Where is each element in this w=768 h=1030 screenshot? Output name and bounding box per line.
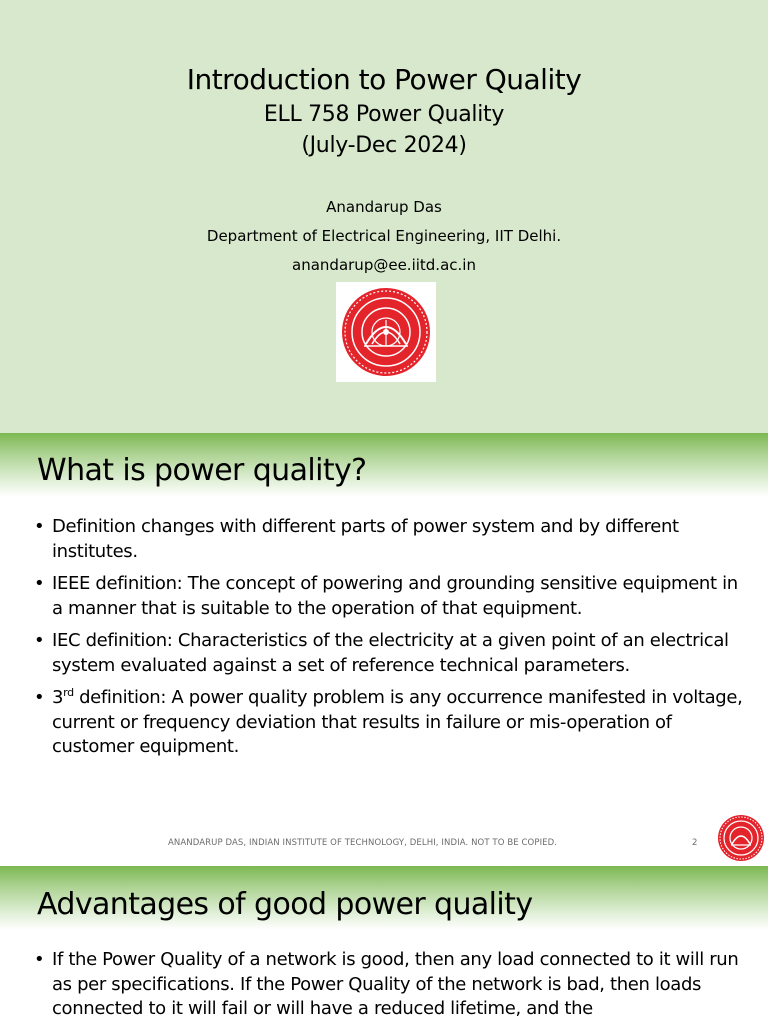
list-item	[34, 515, 744, 564]
bullet-text: IEC definition: Characteristics of the electricity at a given point of an electrical system evaluated against a set of reference technical parameters.	[52, 630, 729, 676]
page-number: 2	[692, 838, 698, 848]
bullet-text: definition: A power quality problem is any occurrence manifested in voltage, current or frequency deviation that results in failure or mis-operation of customer equipment.	[52, 687, 743, 757]
advantages-slide	[0, 866, 768, 1024]
bullet-icon: •	[34, 573, 45, 594]
bullet-list	[34, 948, 744, 1030]
iit-delhi-logo-icon	[716, 813, 766, 863]
list-item	[34, 948, 744, 1022]
bullet-list	[34, 515, 744, 768]
bullet-icon: •	[34, 949, 45, 970]
slide-title: What is power quality?	[37, 453, 367, 488]
course-term: (July-Dec 2024)	[301, 133, 467, 158]
definition-slide	[0, 433, 768, 865]
list-item	[34, 629, 744, 678]
bullet-icon: •	[34, 630, 45, 651]
bullet-text: If the Power Quality of a network is good, then any load connected to it will run as per specifications. If the Power Quality of the network is bad, then loads connected to it will fail or will have a reduced lifetime, and the	[52, 949, 739, 1019]
bullet-text: IEEE definition: The concept of powering and grounding sensitive equipment in a manner that is suitable to the operation of that equipment.	[52, 573, 738, 619]
list-item	[34, 686, 744, 760]
ordinal-suffix: rd	[63, 686, 74, 699]
list-item	[34, 572, 744, 621]
bullet-icon: •	[34, 516, 45, 537]
bullet-icon: •	[34, 687, 45, 708]
copyright-notice: ANANDARUP DAS, INDIAN INSTITUTE OF TECHNOLOGY, DELHI, INDIA. NOT TO BE COPIED.	[168, 838, 558, 848]
bullet-text-prefix: 3	[52, 687, 64, 708]
slide-title: Advantages of good power quality	[37, 887, 533, 922]
title-slide	[0, 0, 768, 433]
author-email: anandarup@ee.iitd.ac.in	[292, 256, 476, 274]
iit-delhi-logo-icon	[336, 282, 436, 382]
author-department: Department of Electrical Engineering, IIT Delhi.	[206, 227, 562, 245]
author-name: Anandarup Das	[326, 198, 442, 216]
presentation-title: Introduction to Power Quality	[186, 63, 582, 96]
course-name: ELL 758 Power Quality	[263, 102, 505, 127]
bullet-text: Definition changes with different parts of power system and by different institutes.	[52, 516, 679, 562]
